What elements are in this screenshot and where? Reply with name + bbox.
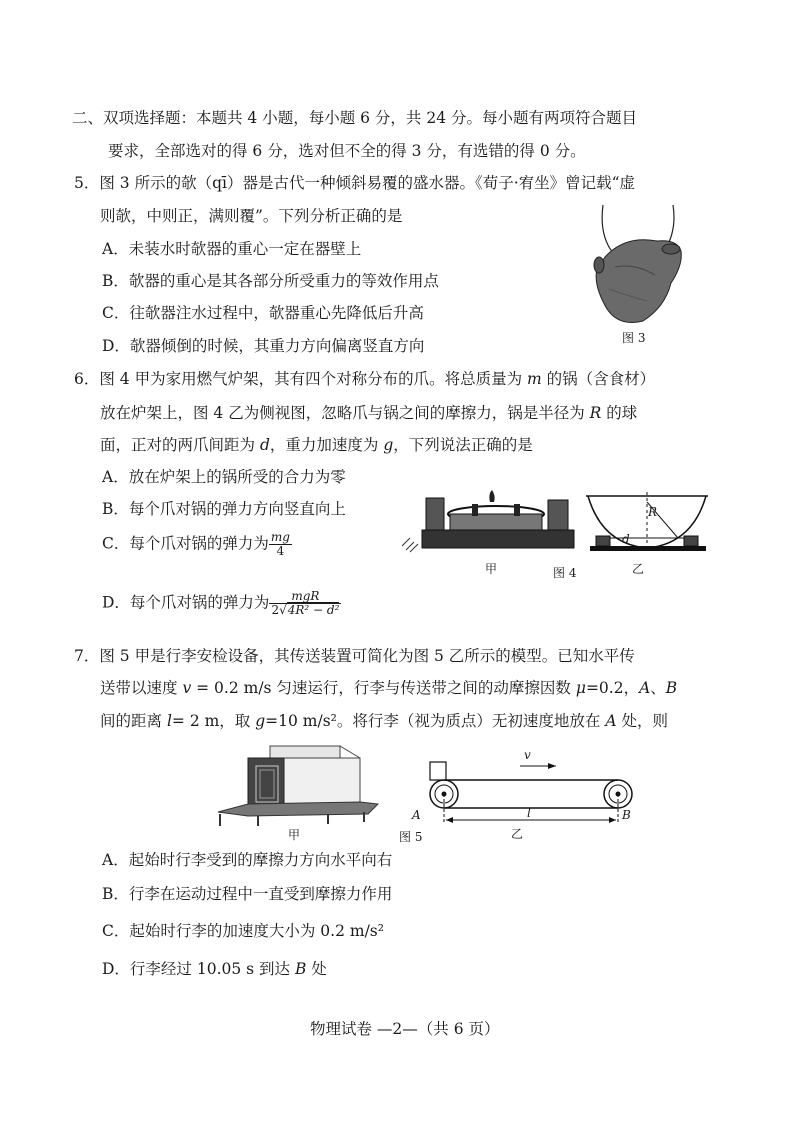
fig4-jia-label: 甲 (485, 562, 498, 576)
q7-option-c: C．起始时行李的加速度大小为 0.2 m/s² (102, 922, 384, 940)
q7-option-a: A．起始时行李受到的摩擦力方向水平向右 (102, 851, 393, 869)
page-footer: 物理试卷 —2—（共 6 页） (310, 1020, 500, 1038)
fig5-label-v: v (524, 748, 531, 762)
q5-option-a: A．未装水时欹器的重心一定在器壁上 (102, 240, 362, 258)
q7-stem-line2: 送带以速度 v = 0.2 m/s 匀速运行，行李与传送带之间的动摩擦因数 μ=0.2，A、B (100, 679, 678, 697)
q5-option-b: B．欹器的重心是其各部分所受重力的等效作用点 (102, 272, 439, 290)
fig4-caption: 图 4 (553, 566, 577, 580)
q6-option-b: B．每个爪对锅的弹力方向竖直向上 (102, 500, 346, 518)
q7-stem-line1: 7．图 5 甲是行李安检设备，其传送装置可简化为图 5 乙所示的模型。已知水平传 (74, 647, 635, 665)
q6-option-a: A．放在炉架上的锅所受的合力为零 (102, 468, 346, 486)
fig5-label-A: A (412, 808, 421, 822)
q6-stem-line2: 放在炉架上，图 4 乙为侧视图，忽略爪与锅之间的摩擦力，锅是半径为 R 的球 (100, 404, 638, 422)
gas-stove-figure (398, 488, 578, 556)
q5-option-d: D．欹器倾倒的时候，其重力方向偏离竖直方向 (102, 337, 425, 355)
fig5-label-B: B (622, 808, 631, 822)
q6-option-d-fraction: $\frac{\text{mgR}}{\text{2√4R² − d²}}$ (271, 589, 340, 617)
qi-vessel-figure (585, 205, 690, 330)
fig3-caption: 图 3 (622, 331, 646, 345)
section-header-line1: 二、双项选择题：本题共 4 小题，每小题 6 分，共 24 分。每小题有两项符合题目 (72, 109, 638, 127)
q6-option-d: D．每个爪对锅的弹力为 $\frac{\text{mgR}}{\text{2√4R² − d²}}$ (102, 589, 340, 617)
q6-stem-line3: 面，正对的两爪间距为 d，重力加速度为 g，下列说法正确的是 (100, 436, 533, 454)
q7-option-b: B．行李在运动过程中一直受到摩擦力作用 (102, 885, 393, 903)
fig4-label-d: d (622, 532, 630, 546)
fig4-label-R: R (648, 505, 658, 519)
section-header-line2: 要求，全部选对的得 6 分，选对但不全的得 3 分，有选错的得 0 分。 (108, 142, 586, 160)
fig5-label-l: l (527, 806, 531, 820)
q6-option-c-fraction: $\frac{mg}{4}$ (270, 530, 290, 558)
q5-option-c: C．往欹器注水过程中，欹器重心先降低后升高 (102, 304, 424, 322)
fig5-yi-label: 乙 (511, 827, 524, 841)
q5-stem-line2: 则欹，中则正，满则覆”。下列分析正确的是 (100, 207, 403, 225)
pot-side-view-figure (582, 492, 712, 556)
fig4-yi-label: 乙 (632, 562, 645, 576)
xray-scanner-figure (208, 742, 380, 830)
fig5-jia-label: 甲 (288, 828, 301, 842)
q7-stem-line3: 间的距离 l= 2 m，取 g=10 m/s²。将行李（视为质点）无初速度地放在 A 处，则 (100, 712, 668, 730)
q7-option-d: D．行李经过 10.05 s 到达 B 处 (102, 960, 327, 978)
q5-stem-line1: 5．图 3 所示的欹（qī）器是古代一种倾斜易覆的盛水器。《荀子·宥坐》曾记载“虚 (74, 174, 636, 192)
q6-option-c: C．每个爪对锅的弹力为 $\frac{mg}{4}$ (102, 530, 290, 558)
q6-stem-line1: 6．图 4 甲为家用燃气炉架，其有四个对称分布的爪。将总质量为 m 的锅（含食材） (74, 370, 656, 388)
fig5-caption: 图 5 (399, 830, 423, 844)
